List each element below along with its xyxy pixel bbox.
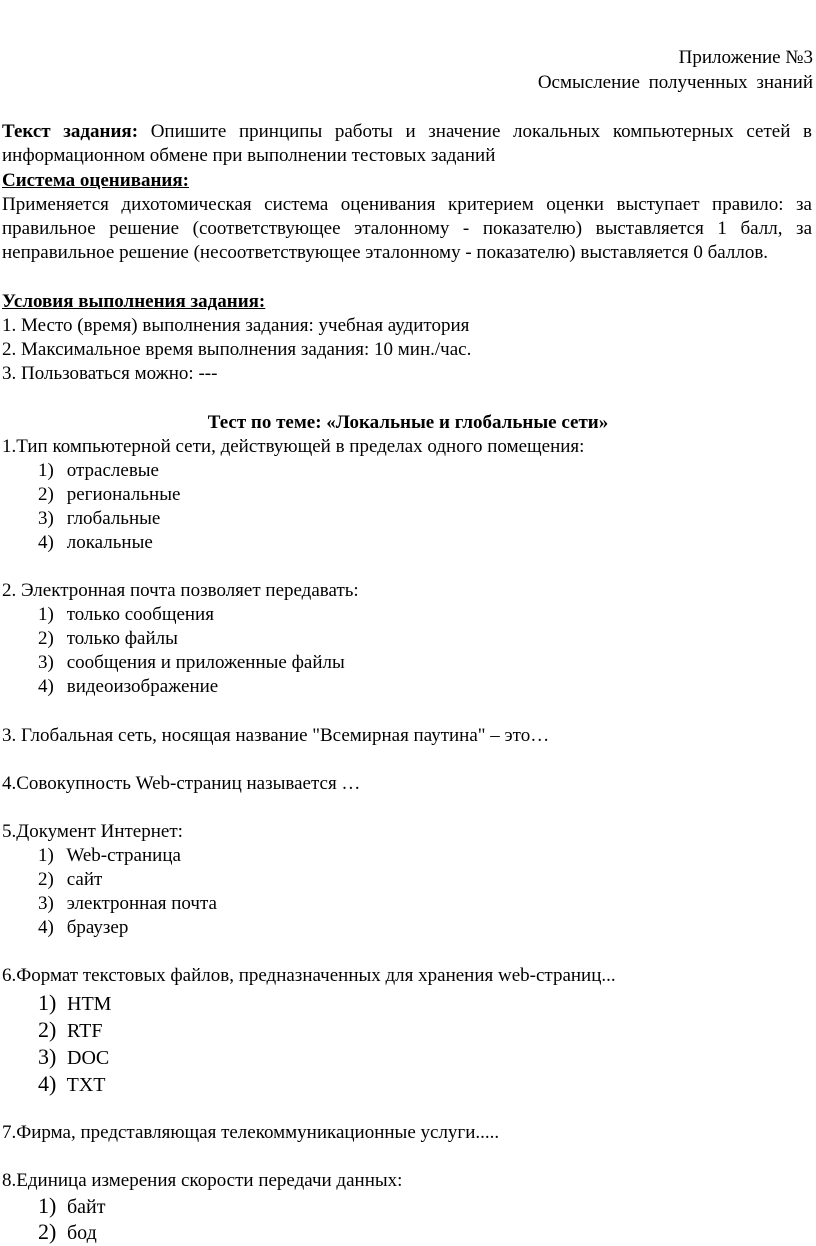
option-number: 1) [38,990,57,1015]
condition-item: 3. Пользоваться можно: --- [2,363,218,384]
grading-heading: Система оценивания: [2,170,189,191]
option-item: 2) бод [38,1219,97,1244]
question-3: 3. Глобальная сеть, носящая название "Всемирная паутина" – это… [2,725,550,746]
option-item: 2) региональные [38,484,181,505]
option-item: 2) только файлы [38,628,178,649]
question-7: 7.Фирма, представляющая телекоммуникационные услуги..... [2,1122,500,1143]
task-paragraph [2,120,812,168]
option-item: 4) TXT [38,1071,106,1096]
option-item: 3) DOC [38,1044,110,1069]
option-item: 2) сайт [38,869,103,890]
question-8: 8.Единица измерения скорости передачи данных: [2,1170,403,1191]
option-number: 4) [38,532,54,553]
option-item: 4) браузер [38,917,129,938]
option-number: 3) [38,893,54,914]
option-number: 1) [38,604,54,625]
option-number: 1) [38,845,54,866]
option-number: 4) [38,917,54,938]
option-number: 2) [38,869,54,890]
option-item: 3) электронная почта [38,893,217,914]
option-number: 3) [38,652,54,673]
option-item: 1) байт [38,1193,106,1218]
question-2: 2. Электронная почта позволяет передавать: [2,580,359,601]
option-number: 2) [38,1017,57,1042]
task-text: Опишите принципы работы и значение локальных компьютерных сетей в информационном обмене при выполнении тестовых заданий [2,121,812,166]
task-label: Текст задания: [2,121,139,142]
option-number: 1) [38,460,54,481]
option-number: 2) [38,628,54,649]
option-item: 1) Web-страница [38,845,181,866]
option-item: 1) HTM [38,990,112,1015]
option-number: 3) [38,508,54,529]
question-1: 1.Тип компьютерной сети, действующей в пределах одного помещения: [2,436,585,457]
option-item: 1) только сообщения [38,604,214,625]
question-5: 5.Документ Интернет: [2,821,183,842]
option-number: 1) [38,1193,57,1218]
option-number: 2) [38,484,54,505]
condition-item: 2. Максимальное время выполнения задания: 10 мин./час. [2,339,472,360]
grading-text: Применяется дихотомическая система оценивания критерием оценки выступает правило: за правильное решение (соответствующее эталонному - показателю) выставляется 1 балл, за неправильное решение (несоответствующее эталонному - показателю) выставляется 0 баллов. [2,194,812,263]
option-item: 3) сообщения и приложенные файлы [38,652,345,673]
option-item: 3) глобальные [38,508,161,529]
option-number: 4) [38,1071,57,1096]
option-number: 3) [38,1044,57,1069]
option-number: 2) [38,1219,57,1244]
appendix-label: Приложение №3 [678,47,813,68]
conditions-heading: Условия выполнения задания: [2,291,266,312]
condition-item: 1. Место (время) выполнения задания: учебная аудитория [2,315,470,336]
option-item: 2) RTF [38,1017,103,1042]
option-item: 4) видеоизображение [38,676,219,697]
question-6: 6.Формат текстовых файлов, предназначенных для хранения web-страниц... [2,965,616,986]
document-subtitle: Осмысление полученных знаний [537,72,813,93]
option-number: 4) [38,676,54,697]
question-4: 4.Совокупность Web-страниц называется … [2,773,361,794]
option-item: 4) локальные [38,532,153,553]
option-item: 1) отраслевые [38,460,159,481]
test-title: Тест по теме: «Локальные и глобальные сети» [207,412,609,433]
